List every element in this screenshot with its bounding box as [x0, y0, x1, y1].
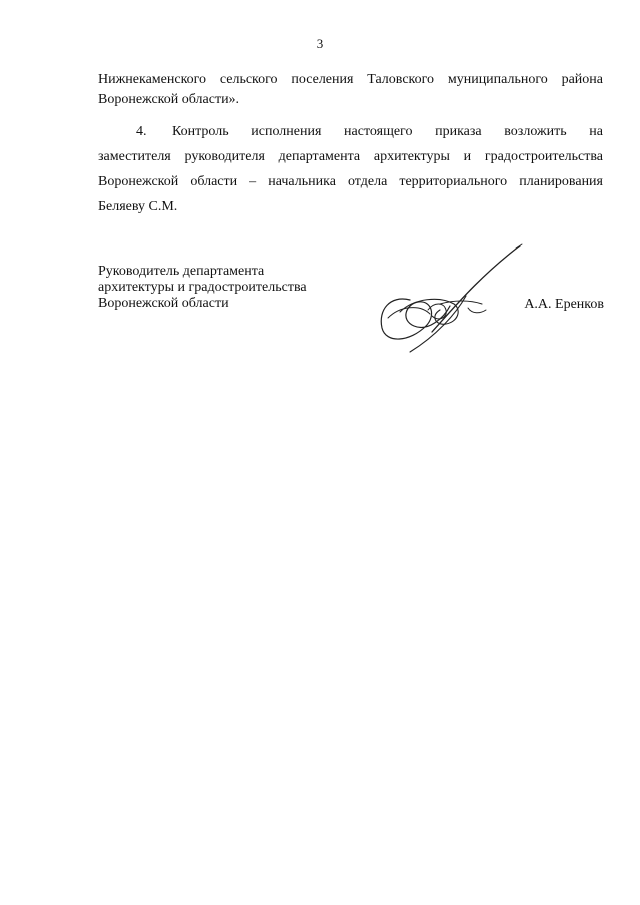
- paragraph-line: заместителя руководителя департамента архитектуры и градостроительства: [98, 149, 603, 164]
- paragraph-continuation: [98, 70, 603, 110]
- paragraph-line: Воронежской области – начальника отдела территориального планирования: [98, 174, 603, 189]
- signature-strokes: [381, 244, 522, 352]
- paragraph-item-4: [98, 119, 603, 219]
- paragraph-line: Воронежской области».: [98, 92, 240, 107]
- page-number: 3: [316, 36, 324, 51]
- item-text: Контроль исполнения настоящего приказа возложить на: [172, 124, 603, 139]
- signatory-name: А.А. Еренков: [524, 297, 604, 312]
- paragraph-line: Беляеву С.М.: [98, 199, 178, 214]
- item-number: 4.: [136, 124, 147, 139]
- signatory-position-line: Руководитель департамента: [98, 264, 265, 279]
- signatory-position-line: архитектуры и градостроительства: [98, 280, 307, 295]
- paragraph-line: [98, 119, 603, 144]
- handwritten-signature: [370, 240, 530, 355]
- signatory-position: [98, 264, 307, 312]
- signatory-position-line: Воронежской области: [98, 296, 229, 311]
- paragraph-line: Нижнекаменского сельского поселения Таловского муниципального района: [98, 72, 603, 87]
